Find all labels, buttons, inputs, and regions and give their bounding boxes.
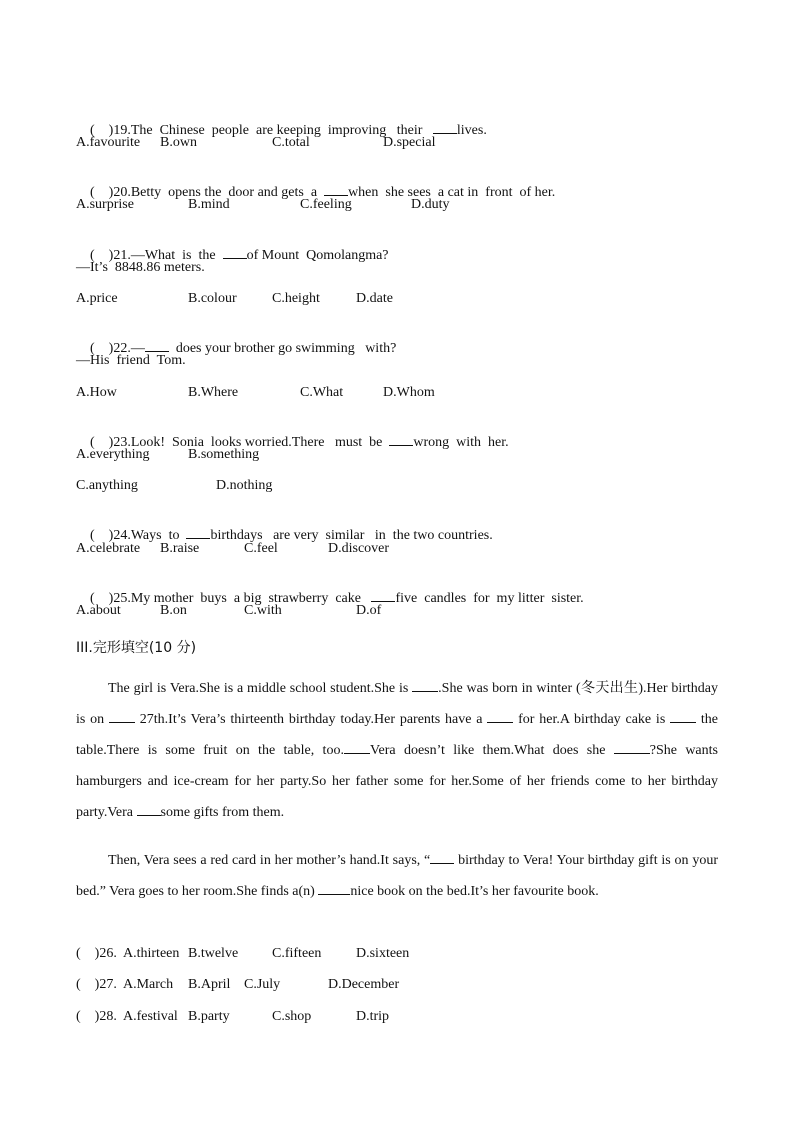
option-a[interactable]: A.surprise	[76, 197, 134, 212]
passage-text: some gifts from them.	[160, 805, 285, 820]
option-c[interactable]: C.with	[244, 603, 282, 618]
answer-blank[interactable]	[371, 589, 395, 602]
question-stem-end: lives.	[456, 123, 487, 138]
question-stem-end: wrong with her.	[413, 435, 509, 450]
cloze-blank-27[interactable]	[109, 710, 135, 723]
cloze-blank-31[interactable]	[614, 741, 650, 754]
passage-text: Then, Vera sees a red card in her mother’s hand.It says, “	[108, 853, 431, 868]
option-b[interactable]: B.party	[188, 1009, 230, 1024]
question-25	[76, 571, 584, 626]
option-c[interactable]: C.anything	[76, 478, 138, 493]
question-stem-end: five candles for my litter sister.	[395, 591, 584, 606]
option-a[interactable]: A.about	[76, 603, 121, 618]
question-stem-end: does your brother go swimming with?	[168, 341, 397, 356]
option-d[interactable]: D.date	[356, 291, 393, 306]
option-a[interactable]: A.price	[76, 291, 118, 306]
option-b[interactable]: B.own	[160, 135, 197, 150]
question-stem: ( )23.Look! Sonia looks worried.There must be	[90, 435, 390, 450]
option-d[interactable]: D.duty	[411, 197, 450, 212]
passage-text: Vera doesn’t like them.What does she	[369, 743, 614, 758]
question-stem: ( )22.—	[90, 341, 145, 356]
option-d[interactable]: D.special	[383, 135, 436, 150]
answer-blank[interactable]	[145, 339, 169, 352]
passage-text: nice book on the bed.It’s her favourite book.	[350, 884, 599, 899]
option-d[interactable]: D.trip	[356, 1009, 390, 1024]
option-b[interactable]: B.on	[160, 603, 187, 618]
cloze-blank-34[interactable]	[318, 882, 350, 895]
passage-text: 27th.It’s Vera’s thirteenth birthday today.Her parents have a	[134, 712, 488, 727]
option-a[interactable]: A.thirteen	[123, 946, 180, 961]
dialogue-reply: —His friend Tom.	[76, 353, 186, 368]
option-d[interactable]: D.of	[356, 603, 382, 618]
cloze-blank-28[interactable]	[487, 710, 513, 723]
question-26: ( )26.	[76, 946, 117, 961]
question-27: ( )27.	[76, 977, 117, 992]
question-28: ( )28.	[76, 1009, 117, 1024]
question-stem-end: when she sees a cat in front of her.	[348, 185, 556, 200]
question-stem: ( )24.Ways to	[90, 528, 187, 543]
section-title: III.完形填空(10 分)	[76, 640, 197, 656]
passage-text: .She was born in winter (冬天出生).Her birthday is on	[76, 681, 718, 727]
option-c[interactable]: C.shop	[272, 1009, 312, 1024]
option-b[interactable]: B.raise	[160, 541, 200, 556]
option-d[interactable]: D.Whom	[383, 385, 435, 400]
cloze-blank-32[interactable]	[137, 803, 161, 816]
passage-text: ?She wants hamburgers and ice-cream for her party.So her father some for her.Some of her friends come to her birthday party.Vera	[76, 743, 718, 820]
cloze-blank-29[interactable]	[670, 710, 696, 723]
option-c[interactable]: C.July	[244, 977, 281, 992]
answer-blank[interactable]	[433, 121, 457, 134]
option-b[interactable]: B.something	[188, 447, 260, 462]
passage-text: for her.A birthday cake is	[513, 712, 671, 727]
answer-blank[interactable]	[324, 183, 348, 196]
option-a[interactable]: A.How	[76, 385, 117, 400]
option-c[interactable]: C.fifteen	[272, 946, 322, 961]
option-b[interactable]: B.mind	[188, 197, 230, 212]
option-c[interactable]: C.height	[272, 291, 320, 306]
dialogue-reply: —It’s 8848.86 meters.	[76, 260, 205, 275]
passage-text: birthday to Vera! Your birthday gift is on your bed.” Vera goes to her room.She finds a(n)	[76, 853, 718, 899]
question-stem: ( )19.The Chinese people are keeping improving their	[90, 123, 433, 138]
option-c[interactable]: C.feeling	[300, 197, 352, 212]
question-stem: ( )21.—What is the	[90, 248, 223, 263]
option-d[interactable]: D.December	[328, 977, 400, 992]
option-d[interactable]: D.nothing	[216, 478, 273, 493]
option-c[interactable]: C.feel	[244, 541, 278, 556]
option-c[interactable]: C.What	[300, 385, 344, 400]
question-stem-end: birthdays are very similar in the two countries.	[210, 528, 493, 543]
cloze-blank-30[interactable]	[344, 741, 370, 754]
option-b[interactable]: B.April	[188, 977, 231, 992]
option-a[interactable]: A.March	[123, 977, 174, 992]
option-c[interactable]: C.total	[272, 135, 310, 150]
option-a[interactable]: A.favourite	[76, 135, 141, 150]
option-a[interactable]: A.everything	[76, 447, 150, 462]
passage-text: The girl is Vera.She is a middle school student.She is	[108, 681, 413, 696]
answer-blank[interactable]	[186, 526, 210, 539]
cloze-blank-33[interactable]	[430, 851, 454, 864]
question-stem-end: of Mount Qomolangma?	[246, 248, 389, 263]
answer-blank[interactable]	[389, 433, 413, 446]
option-b[interactable]: B.twelve	[188, 946, 239, 961]
passage-paragraph-1	[76, 673, 718, 828]
question-stem: ( )25.My mother buys a big strawberry cake	[90, 591, 372, 606]
passage-text: the table.There is some fruit on the table, too.	[76, 712, 719, 758]
passage-paragraph-2	[76, 845, 718, 907]
cloze-blank-26[interactable]	[412, 679, 438, 692]
option-d[interactable]: D.sixteen	[356, 946, 410, 961]
question-stem: ( )20.Betty opens the door and gets a	[90, 185, 325, 200]
option-d[interactable]: D.discover	[328, 541, 390, 556]
option-a[interactable]: A.festival	[123, 1009, 178, 1024]
option-b[interactable]: B.Where	[188, 385, 239, 400]
option-b[interactable]: B.colour	[188, 291, 237, 306]
option-a[interactable]: A.celebrate	[76, 541, 141, 556]
answer-blank[interactable]	[223, 246, 247, 259]
